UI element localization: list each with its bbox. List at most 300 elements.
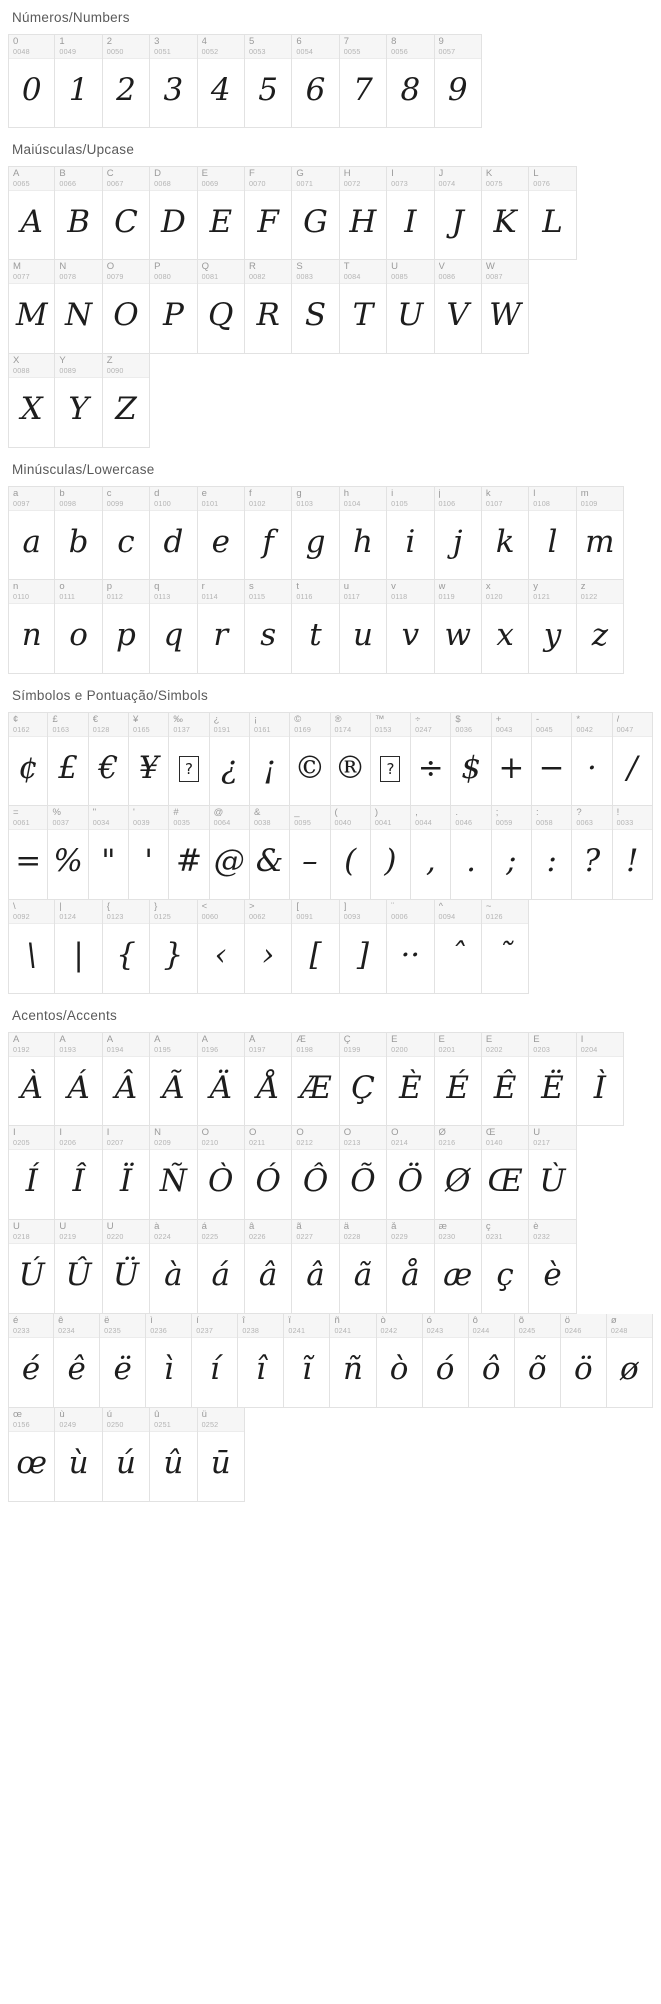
glyph-cell[interactable] [198, 34, 245, 128]
glyph-character-label: ¨ [391, 902, 395, 912]
glyph-cell[interactable] [423, 1314, 469, 1408]
glyph-cell[interactable] [54, 1314, 100, 1408]
glyph-preview: Ä [209, 1070, 232, 1106]
glyph-cell[interactable] [482, 1126, 529, 1220]
glyph-cell[interactable] [387, 1126, 434, 1220]
glyph-cell-header [9, 354, 54, 378]
glyph-cell[interactable] [48, 806, 88, 900]
glyph-character-label: B [59, 169, 66, 179]
glyph-code-label: 0044 [415, 818, 432, 827]
glyph-preview: ˜ [497, 937, 513, 973]
glyph-cell[interactable] [482, 486, 529, 580]
glyph-cell-header [435, 1126, 481, 1150]
glyph-cell[interactable] [210, 712, 250, 806]
glyph-cell[interactable] [103, 1126, 150, 1220]
glyph-cell[interactable] [292, 34, 339, 128]
glyph-cell[interactable] [532, 712, 572, 806]
glyph-cell[interactable] [245, 900, 292, 994]
glyph-cell[interactable] [129, 806, 169, 900]
glyph-preview: Ö [397, 1163, 424, 1199]
glyph-row [8, 1032, 653, 1126]
glyph-code-label: 0194 [106, 1045, 124, 1054]
glyph-cell[interactable] [529, 580, 576, 674]
glyph-cell[interactable] [371, 806, 411, 900]
glyph-preview: J [451, 204, 464, 240]
glyph-cell[interactable] [8, 166, 55, 260]
glyph-code-label: 0041 [374, 818, 392, 827]
glyph-cell[interactable] [331, 712, 371, 806]
glyph-character-label: 9 [438, 37, 444, 47]
glyph-cell[interactable] [8, 712, 48, 806]
glyph-cell-header [103, 1408, 149, 1432]
glyph-cell[interactable] [292, 1032, 339, 1126]
glyph-cell[interactable] [292, 166, 339, 260]
glyph-cell[interactable] [290, 806, 330, 900]
glyph-cell[interactable] [245, 260, 292, 354]
glyph-cell[interactable] [529, 166, 576, 260]
glyph-cell[interactable] [532, 806, 572, 900]
glyph-cell[interactable] [245, 1220, 292, 1314]
glyph-code-label: 0085 [391, 272, 408, 281]
glyph-cell-header [387, 260, 433, 284]
glyph-cell-header [198, 1408, 244, 1432]
glyph-cell[interactable] [561, 1314, 607, 1408]
glyph-cell-header [492, 806, 531, 830]
glyph-grid [8, 34, 653, 128]
glyph-cell[interactable] [613, 712, 653, 806]
glyph-character-label: # [173, 808, 179, 818]
glyph-cell[interactable] [103, 580, 150, 674]
glyph-character-label: ó [426, 1316, 432, 1326]
glyph-cell-header [169, 713, 208, 737]
glyph-cell[interactable] [572, 806, 612, 900]
glyph-character-label: s [248, 582, 254, 592]
glyph-character-label: M [13, 262, 21, 272]
glyph-cell[interactable] [411, 712, 451, 806]
glyph-character-label: Ì [580, 1035, 584, 1045]
glyph-cell[interactable] [150, 900, 197, 994]
glyph-cell-header [103, 1126, 149, 1150]
glyph-cell[interactable] [8, 34, 55, 128]
glyph-preview: è [543, 1257, 562, 1293]
glyph-cell[interactable] [8, 1408, 55, 1502]
glyph-preview: A [20, 204, 43, 240]
glyph-preview: @ [213, 843, 245, 879]
glyph-cell[interactable] [8, 580, 55, 674]
glyph-preview: k [495, 524, 515, 560]
glyph-code-label: 0162 [13, 725, 30, 734]
glyph-cell[interactable] [150, 166, 197, 260]
glyph-cell-header [435, 35, 481, 59]
glyph-character-label: K [485, 169, 493, 179]
glyph-character-label: " [92, 808, 97, 818]
glyph-character-label: S [296, 262, 303, 272]
glyph-cell[interactable] [572, 712, 612, 806]
glyph-cell[interactable] [150, 580, 197, 674]
glyph-code-label: 0230 [438, 1232, 456, 1241]
glyph-character-label: W [485, 262, 495, 272]
glyph-preview: U [397, 297, 424, 333]
section-title: Acentos/Accents [12, 1008, 118, 1023]
glyph-preview: Â [114, 1070, 138, 1106]
glyph-cell[interactable] [482, 900, 529, 994]
glyph-cell[interactable] [435, 1220, 482, 1314]
glyph-cell-header [198, 900, 244, 924]
glyph-character-label: d [154, 489, 160, 499]
glyph-cell[interactable] [8, 806, 48, 900]
glyph-cell[interactable] [469, 1314, 515, 1408]
glyph-cell[interactable] [198, 1032, 245, 1126]
glyph-cell[interactable] [340, 1032, 387, 1126]
glyph-cell[interactable] [55, 34, 102, 128]
glyph-row [8, 354, 653, 448]
glyph-code-label: 0046 [455, 818, 473, 827]
glyph-cell[interactable] [8, 1032, 55, 1126]
glyph-code-label: 0248 [610, 1326, 628, 1335]
glyph-preview: n [21, 617, 42, 653]
glyph-character-label: ? [576, 808, 582, 818]
glyph-cell[interactable] [89, 806, 129, 900]
glyph-cell-header [482, 900, 528, 924]
glyph-cell[interactable] [377, 1314, 423, 1408]
glyph-code-label: 0122 [580, 592, 598, 601]
glyph-cell[interactable] [198, 580, 245, 674]
glyph-cell[interactable] [387, 900, 434, 994]
glyph-cell[interactable] [387, 486, 434, 580]
glyph-code-label: 0070 [248, 179, 266, 188]
glyph-cell[interactable] [55, 354, 102, 448]
glyph-preview: 2 [116, 72, 136, 108]
glyph-cell[interactable] [340, 166, 387, 260]
glyph-code-label: 0197 [248, 1045, 266, 1054]
glyph-cell[interactable] [292, 1220, 339, 1314]
glyph-cell[interactable] [192, 1314, 238, 1408]
glyph-cell[interactable] [340, 580, 387, 674]
glyph-cell[interactable] [435, 1126, 482, 1220]
glyph-cell[interactable] [340, 1220, 387, 1314]
glyph-cell[interactable] [529, 1220, 576, 1314]
glyph-cell[interactable] [55, 260, 102, 354]
glyph-cell[interactable] [150, 486, 197, 580]
glyph-character-label: ö [564, 1316, 571, 1326]
glyph-cell[interactable] [198, 1408, 245, 1502]
glyph-cell[interactable] [482, 1220, 529, 1314]
glyph-cell[interactable] [577, 1032, 624, 1126]
glyph-code-label: 0244 [472, 1326, 490, 1335]
glyph-cell[interactable] [198, 900, 245, 994]
glyph-cell[interactable] [292, 260, 339, 354]
glyph-cell[interactable] [238, 1314, 284, 1408]
glyph-preview: ¥ [138, 750, 159, 786]
glyph-character-label: Z [106, 356, 113, 366]
glyph-cell-header [48, 806, 87, 830]
glyph-cell[interactable] [529, 1032, 576, 1126]
glyph-preview: ¿ [220, 750, 238, 786]
glyph-cell[interactable] [292, 1126, 339, 1220]
glyph-preview: y [543, 617, 562, 653]
glyph-code-label: 0209 [154, 1138, 171, 1147]
glyph-character-label: Q [201, 262, 209, 272]
glyph-character-label: Ã [154, 1035, 161, 1045]
glyph-cell-header [9, 580, 54, 604]
glyph-cell[interactable] [245, 34, 292, 128]
glyph-character-label: Á [59, 1035, 66, 1045]
glyph-preview: K [493, 204, 517, 240]
glyph-cell[interactable] [482, 1032, 529, 1126]
glyph-character-label: v [391, 582, 396, 592]
glyph-preview: & [255, 843, 284, 879]
glyph-character-label: 7 [343, 37, 350, 47]
glyph-cell[interactable] [482, 166, 529, 260]
glyph-code-label: 0051 [154, 47, 171, 56]
glyph-cell[interactable] [55, 1032, 102, 1126]
glyph-preview: } [163, 937, 184, 973]
glyph-cell[interactable] [607, 1314, 653, 1408]
glyph-character-label: R [248, 262, 256, 272]
glyph-character-label: ¿ [213, 715, 220, 725]
glyph-preview: d [163, 524, 184, 560]
glyph-cell[interactable] [340, 34, 387, 128]
glyph-cell[interactable] [55, 1408, 102, 1502]
glyph-character-label: o [59, 582, 65, 592]
glyph-cell[interactable] [198, 486, 245, 580]
glyph-cell[interactable] [150, 34, 197, 128]
glyph-row [8, 1220, 653, 1314]
glyph-cell[interactable] [613, 806, 653, 900]
glyph-code-label: 0074 [438, 179, 456, 188]
glyph-cell[interactable] [55, 1220, 102, 1314]
glyph-cell[interactable] [210, 806, 250, 900]
glyph-cell[interactable] [55, 900, 102, 994]
glyph-cell[interactable] [330, 1314, 376, 1408]
glyph-cell[interactable] [245, 486, 292, 580]
glyph-cell[interactable] [198, 260, 245, 354]
glyph-cell[interactable] [340, 486, 387, 580]
glyph-cell[interactable] [8, 354, 55, 448]
glyph-cell[interactable] [529, 486, 576, 580]
glyph-code-label: 0091 [296, 912, 314, 921]
glyph-cell[interactable] [245, 1126, 292, 1220]
glyph-cell[interactable] [250, 712, 290, 806]
glyph-cell[interactable] [146, 1314, 192, 1408]
glyph-cell[interactable] [340, 260, 387, 354]
glyph-cell[interactable] [150, 1126, 197, 1220]
glyph-cell[interactable] [529, 1126, 576, 1220]
glyph-cell[interactable] [55, 166, 102, 260]
glyph-character-label: Ñ [154, 1128, 162, 1138]
glyph-cell[interactable] [435, 486, 482, 580]
glyph-cell[interactable] [387, 580, 434, 674]
glyph-code-label: 0246 [564, 1326, 582, 1335]
glyph-cell[interactable] [8, 900, 55, 994]
glyph-cell[interactable] [103, 1408, 150, 1502]
glyph-code-label: 0231 [485, 1232, 503, 1241]
glyph-code-label: 0121 [533, 592, 551, 601]
glyph-preview: b [68, 524, 89, 560]
glyph-preview: V [446, 297, 469, 333]
glyph-cell[interactable] [8, 260, 55, 354]
glyph-preview: ì [163, 1351, 174, 1387]
glyph-cell[interactable] [492, 806, 532, 900]
glyph-character-label: ' [133, 808, 135, 818]
glyph-cell[interactable] [103, 260, 150, 354]
glyph-preview: ê [67, 1351, 86, 1387]
glyph-cell[interactable] [340, 900, 387, 994]
glyph-character-label: à [154, 1222, 160, 1232]
glyph-cell[interactable] [411, 806, 451, 900]
glyph-cell[interactable] [292, 486, 339, 580]
glyph-cell[interactable] [492, 712, 532, 806]
glyph-cell[interactable] [55, 486, 102, 580]
glyph-cell[interactable] [435, 900, 482, 994]
glyph-code-label: 0097 [13, 499, 30, 508]
glyph-character-label: Å [248, 1035, 256, 1045]
glyph-cell[interactable] [387, 34, 434, 128]
glyph-character-label: L [533, 169, 539, 179]
glyph-character-label: Õ [343, 1128, 352, 1138]
glyph-cell[interactable] [8, 1126, 55, 1220]
glyph-cell[interactable] [198, 1220, 245, 1314]
glyph-cell[interactable] [103, 900, 150, 994]
glyph-code-label: 0202 [485, 1045, 503, 1054]
glyph-cell[interactable] [103, 34, 150, 128]
glyph-cell-header [423, 1314, 468, 1338]
glyph-preview: Å [256, 1070, 280, 1106]
glyph-cell-header [103, 354, 149, 378]
glyph-cell[interactable] [371, 712, 411, 806]
glyph-preview: . [466, 843, 476, 879]
glyph-preview: Ñ [159, 1163, 187, 1199]
glyph-code-label: 0195 [154, 1045, 171, 1054]
glyph-preview: q [163, 617, 184, 653]
glyph-cell-header [245, 580, 291, 604]
glyph-code-label: 0242 [380, 1326, 398, 1335]
glyph-cell[interactable] [8, 486, 55, 580]
glyph-cell[interactable] [245, 580, 292, 674]
glyph-cell[interactable] [435, 260, 482, 354]
glyph-code-label: 0035 [173, 818, 191, 827]
glyph-code-label: 0198 [296, 1045, 314, 1054]
glyph-cell[interactable] [8, 1314, 54, 1408]
glyph-preview: S [304, 297, 327, 333]
glyph-preview: Ú [18, 1257, 45, 1293]
glyph-character-label: ‰ [173, 715, 183, 725]
glyph-cell[interactable] [55, 580, 102, 674]
glyph-code-label: 0161 [253, 725, 271, 734]
glyph-cell[interactable] [435, 1032, 482, 1126]
glyph-character-label: m [580, 489, 589, 499]
glyph-cell[interactable] [245, 1032, 292, 1126]
glyph-cell[interactable] [150, 1220, 197, 1314]
glyph-cell[interactable] [150, 260, 197, 354]
glyph-cell[interactable] [250, 806, 290, 900]
glyph-code-label: 0045 [536, 725, 553, 734]
glyph-cell[interactable] [284, 1314, 330, 1408]
glyph-cell[interactable] [103, 486, 150, 580]
glyph-cell[interactable] [198, 166, 245, 260]
glyph-code-label: 0057 [438, 47, 456, 56]
glyph-cell[interactable] [292, 900, 339, 994]
glyph-cell[interactable] [290, 712, 330, 806]
glyph-cell[interactable] [103, 354, 150, 448]
glyph-cell[interactable] [100, 1314, 146, 1408]
glyph-preview: 7 [353, 72, 373, 108]
glyph-cell[interactable] [435, 580, 482, 674]
glyph-cell[interactable] [387, 166, 434, 260]
glyph-cell[interactable] [169, 712, 209, 806]
glyph-preview: h [352, 524, 373, 560]
glyph-cell-header [572, 806, 611, 830]
glyph-cell[interactable] [435, 166, 482, 260]
glyph-cell[interactable] [482, 260, 529, 354]
glyph-code-label: 0086 [438, 272, 456, 281]
glyph-cell[interactable] [48, 712, 88, 806]
glyph-cell-header [482, 167, 528, 191]
glyph-cell[interactable] [515, 1314, 561, 1408]
glyph-cell[interactable] [577, 486, 624, 580]
glyph-character-label: : [536, 808, 539, 818]
glyph-cell-header [290, 713, 329, 737]
glyph-cell[interactable] [245, 166, 292, 260]
glyph-code-label: 0137 [173, 725, 191, 734]
glyph-cell-header [238, 1314, 283, 1338]
glyph-cell[interactable] [103, 166, 150, 260]
glyph-preview: Á [67, 1070, 90, 1106]
glyph-preview [169, 737, 208, 806]
glyph-cell[interactable] [387, 260, 434, 354]
glyph-code-label: 0033 [616, 818, 634, 827]
glyph-preview: − [538, 750, 565, 786]
glyph-cell[interactable] [55, 1126, 102, 1220]
glyph-cell[interactable] [292, 580, 339, 674]
glyph-cell[interactable] [435, 34, 482, 128]
glyph-cell[interactable] [577, 580, 624, 674]
glyph-character-label: h [343, 489, 350, 499]
glyph-cell-header [613, 713, 652, 737]
glyph-character-label: E [201, 169, 208, 179]
glyph-code-label: 0225 [201, 1232, 219, 1241]
glyph-cell[interactable] [89, 712, 129, 806]
glyph-cell[interactable] [103, 1032, 150, 1126]
glyph-cell[interactable] [451, 806, 491, 900]
glyph-code-label: 0066 [59, 179, 77, 188]
glyph-row [8, 1408, 653, 1502]
glyph-cell[interactable] [331, 806, 371, 900]
glyph-cell-header [411, 806, 450, 830]
glyph-code-label: 0204 [580, 1045, 598, 1054]
glyph-cell[interactable] [387, 1220, 434, 1314]
glyph-cell[interactable] [169, 806, 209, 900]
glyph-preview: â [306, 1257, 325, 1293]
glyph-preview: Z [115, 391, 137, 427]
glyph-character-label: ! [616, 808, 620, 818]
glyph-cell[interactable] [150, 1032, 197, 1126]
glyph-cell[interactable] [198, 1126, 245, 1220]
glyph-code-label: 0214 [391, 1138, 408, 1147]
glyph-cell[interactable] [482, 580, 529, 674]
glyph-preview: M [15, 297, 48, 333]
glyph-cell[interactable] [129, 712, 169, 806]
glyph-cell[interactable] [8, 1220, 55, 1314]
glyph-cell[interactable] [150, 1408, 197, 1502]
glyph-cell[interactable] [103, 1220, 150, 1314]
glyph-cell[interactable] [451, 712, 491, 806]
glyph-character-label: Ø [438, 1128, 446, 1138]
glyph-cell[interactable] [387, 1032, 434, 1126]
glyph-code-label: 0060 [201, 912, 219, 921]
glyph-cell[interactable] [340, 1126, 387, 1220]
glyph-cell-header [387, 1126, 433, 1150]
